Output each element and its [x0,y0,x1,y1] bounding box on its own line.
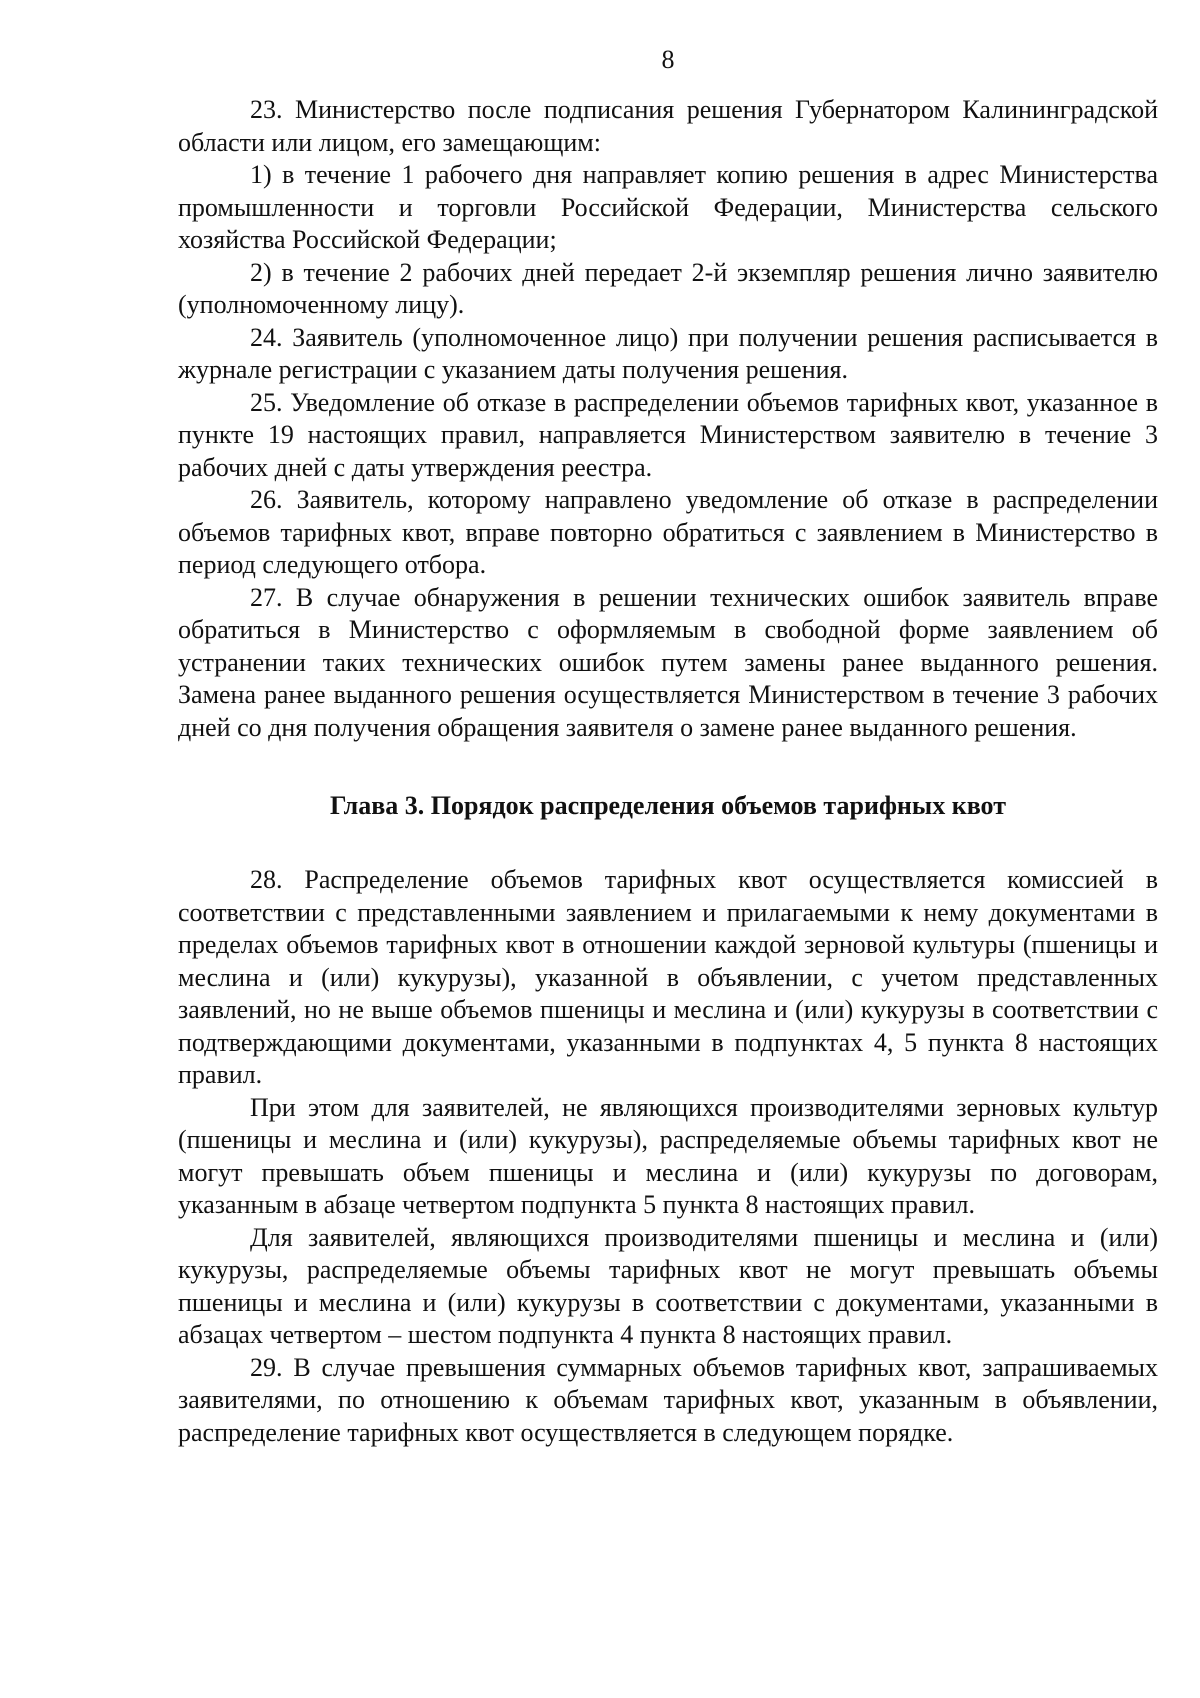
chapter-heading: Глава 3. Порядок распределения объемов тарифных квот [330,791,1006,820]
paragraph-28: 28. Распределение объемов тарифных квот осуществляется комиссией в соответствии с представленными заявлением и прилагаемыми к нему документами в пределах объемов тарифных квот в отношении каждой зерновой культуры (пшеницы и меслина и (или) кукурузы), указанной в объявлении, с учетом представленных заявлений, но не выше объемов пшеницы и меслина и (или) кукурузы в соответствии с подтверждающими документами, указанными в подпунктах 4, 5 пункта 8 настоящих правил. [178,865,1158,1089]
paragraph-28-part-3: Для заявителей, являющихся производителями пшеницы и меслина и (или) кукурузы, распределяемые объемы тарифных квот не могут превышать объемы пшеницы и меслина и (или) кукурузы в соответствии с документами, указанными в абзацах четвертом – шестом подпункта 4 пункта 8 настоящих правил. [178,1222,1158,1349]
document-page [178,40,1158,1449]
paragraph-23-item-2: 2) в течение 2 рабочих дней передает 2-й экземпляр решения лично заявителю (уполномоченному лицу). [178,257,1158,319]
paragraph-28-part-2: При этом для заявителей, не являющихся производителями зерновых культур (пшеницы и меслина и (или) кукурузы), распределяемые объемы тарифных квот не могут превышать объем пшеницы и меслина и (или) кукурузы по договорам, указанным в абзаце четвертом подпункта 5 пункта 8 настоящих правил. [178,1092,1158,1219]
paragraph-27: 27. В случае обнаружения в решении технических ошибок заявитель вправе обратиться в Министерство с оформляемым в свободной форме заявлением об устранении таких технических ошибок путем замены ранее выданного решения. Замена ранее выданного решения осуществляется Министерством в течение 3 рабочих дней со дня получения обращения заявителя о замене ранее выданного решения. [178,582,1158,742]
paragraph-26: 26. Заявитель, которому направлено уведомление об отказе в распределении объемов тарифных квот, вправе повторно обратиться с заявлением в Министерство в период следующего отбора. [178,485,1158,579]
page-number: 8 [661,45,675,74]
paragraph-24: 24. Заявитель (уполномоченное лицо) при получении решения расписывается в журнале регистрации с указанием даты получения решения. [178,322,1158,384]
paragraph-23: 23. Министерство после подписания решения Губернатором Калининградской области или лицом, его замещающим: [178,95,1158,157]
paragraph-25: 25. Уведомление об отказе в распределении объемов тарифных квот, указанное в пункте 19 настоящих правил, направляется Министерством заявителю в течение 3 рабочих дней с даты утверждения реестра. [178,387,1158,482]
paragraph-23-item-1: 1) в течение 1 рабочего дня направляет копию решения в адрес Министерства промышленности и торговли Российской Федерации, Министерства сельского хозяйства Российской Федерации; [178,160,1158,254]
paragraph-29: 29. В случае превышения суммарных объемов тарифных квот, запрашиваемых заявителями, по отношению к объемам тарифных квот, указанным в объявлении, распределение тарифных квот осуществляется в следующем порядке. [178,1352,1158,1447]
